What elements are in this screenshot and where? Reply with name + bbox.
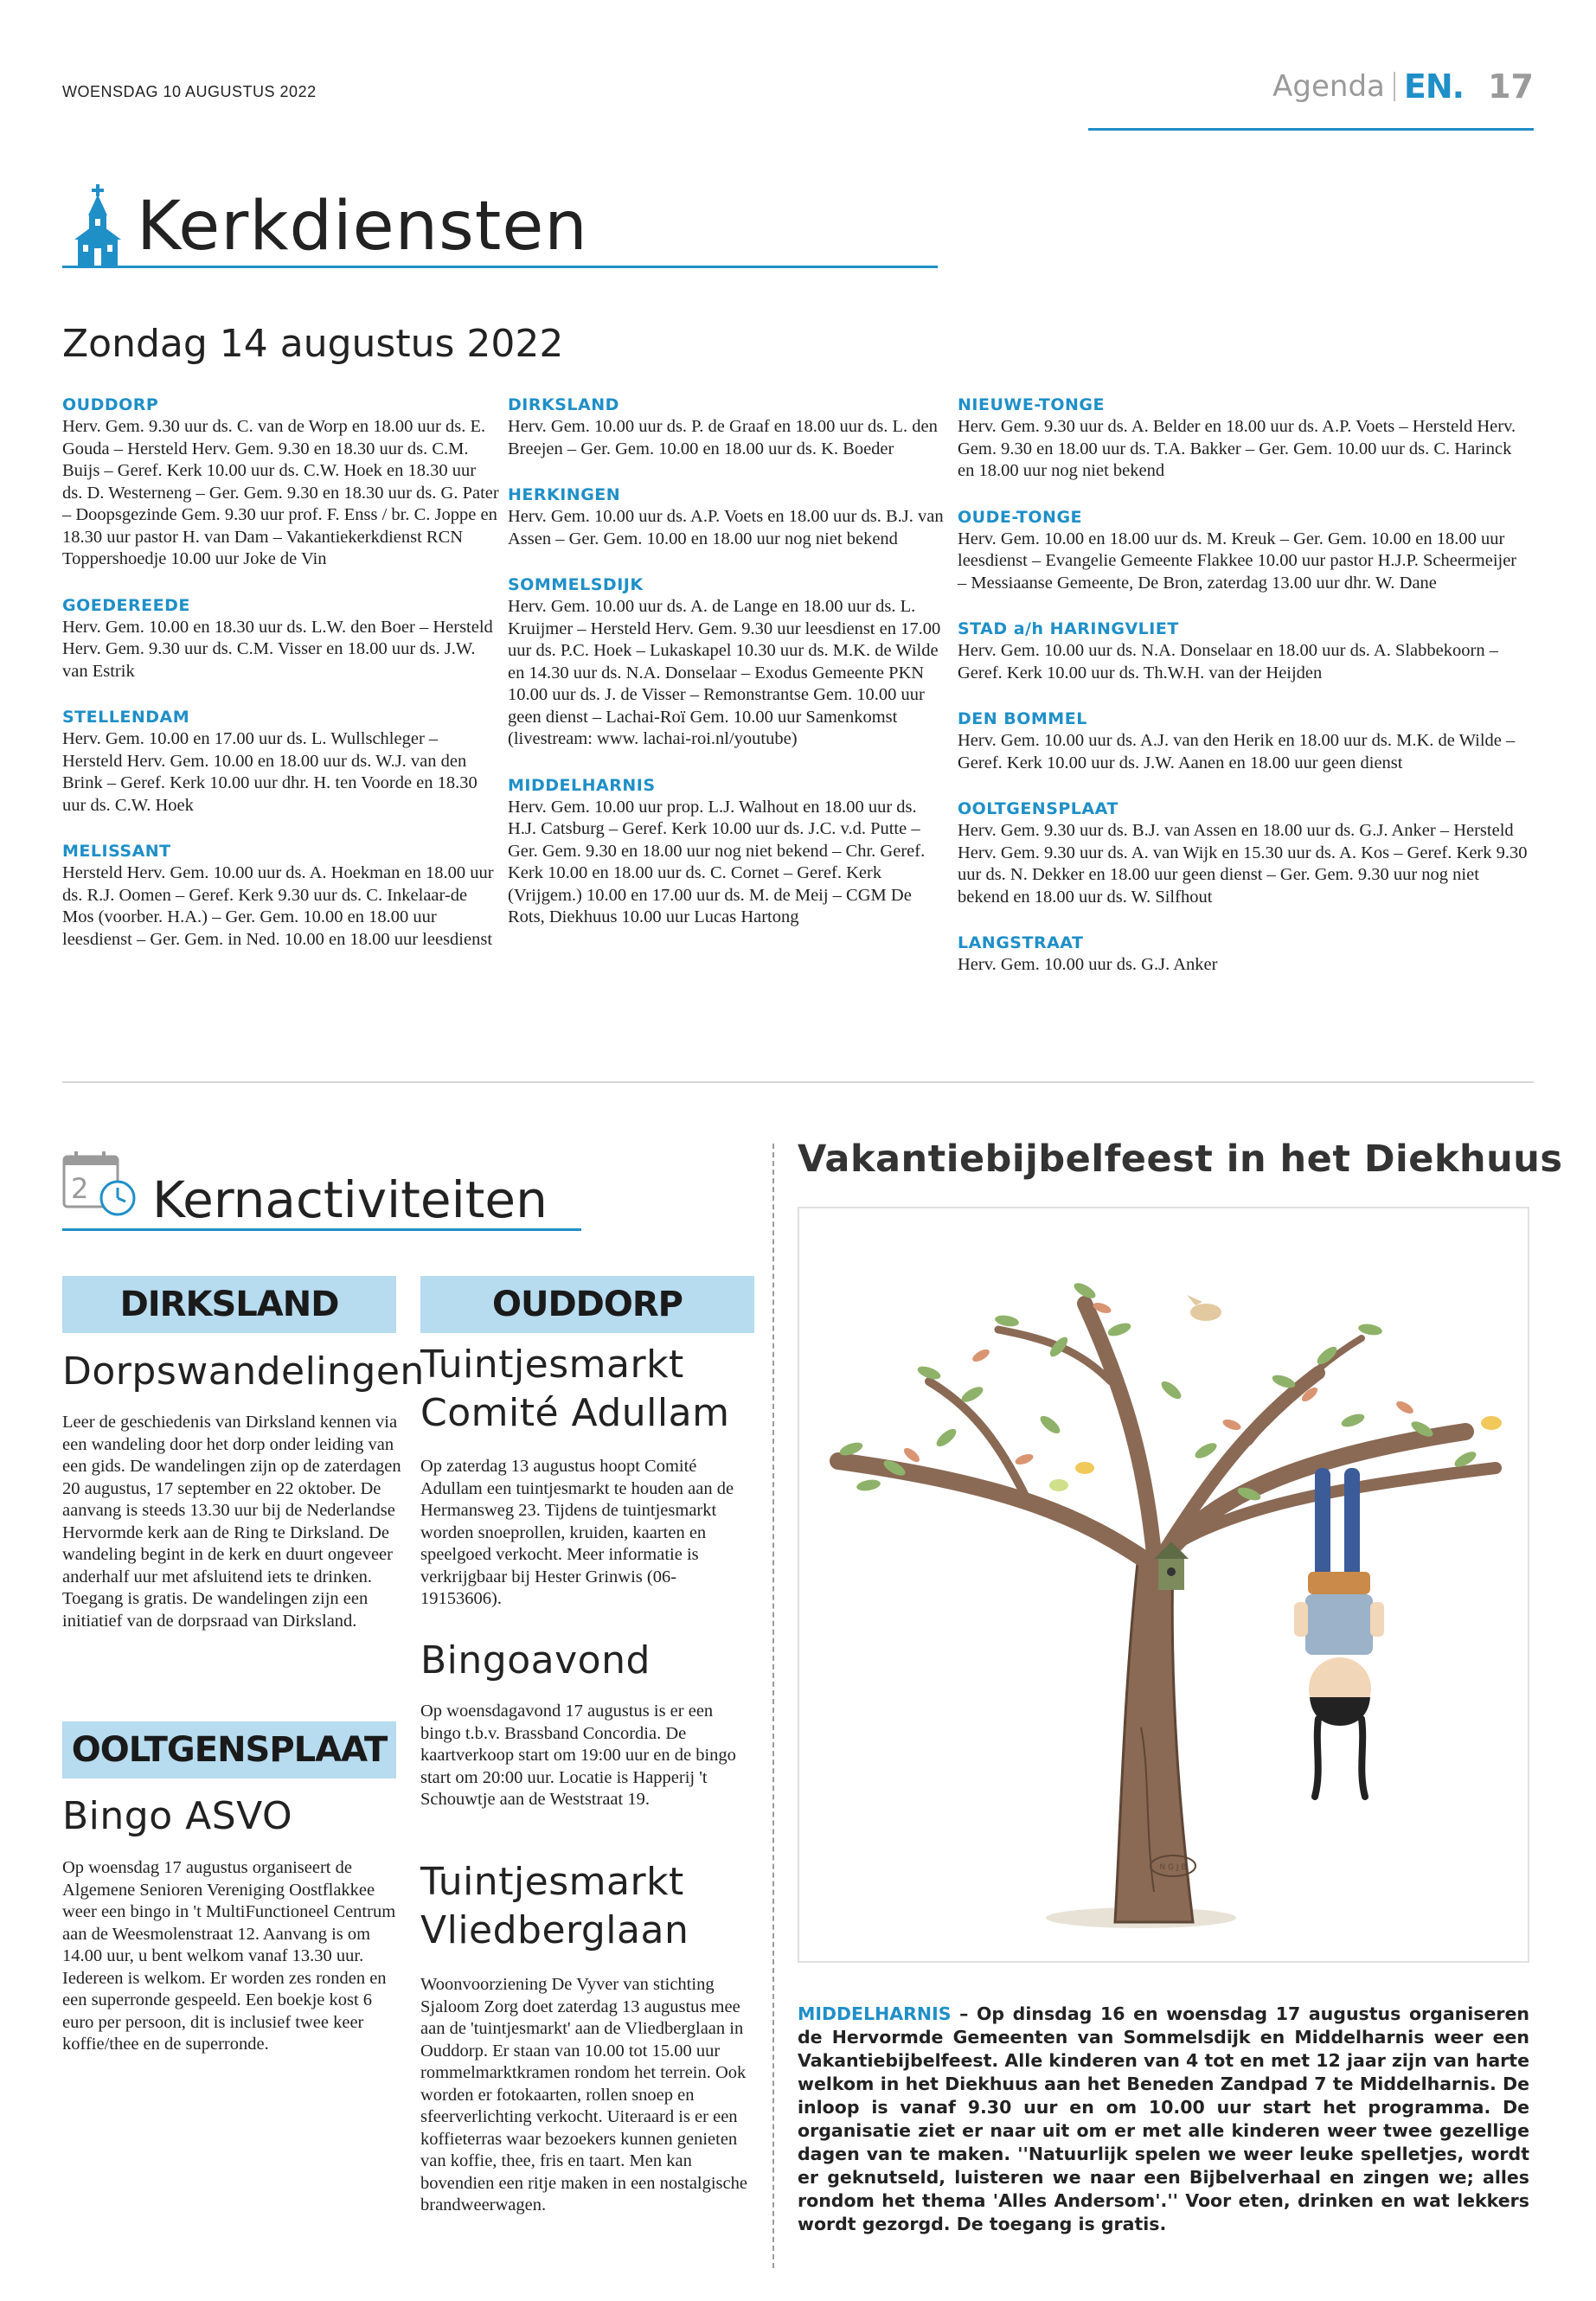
service-location: MELISSANT <box>62 842 171 861</box>
feature-article <box>798 2003 1529 2236</box>
section-name: Agenda <box>1272 69 1385 104</box>
activity-title: Bingoavond <box>420 1638 651 1682</box>
service-location: SOMMELSDIJK <box>508 575 644 594</box>
trunk-carving: N G J B <box>1159 1863 1187 1872</box>
service-location: NIEUWE-TONGE <box>958 395 1105 414</box>
service-details: Herv. Gem. 10.00 en 17.00 uur ds. L. Wullschleger – Hersteld Herv. Gem. 10.00 en 18.00 uur ds. W.J. van den Brink – Geref. Kerk 10.00 uur dhr. H. ten Voorde en 18.30 uur ds. C.W. Hoek <box>62 729 478 815</box>
service-entry <box>958 394 1529 483</box>
service-entry <box>62 707 499 817</box>
kerkdiensten-title: Kerkdiensten <box>137 188 588 266</box>
service-details: Herv. Gem. 10.00 en 18.00 uur ds. M. Kreuk – Ger. Gem. 10.00 en 18.00 uur leesdienst – Evangelie Gemeente Flakkee 10.00 uur pastor H.J.P. Scheermeijer – Messiaanse Gemeente, De Bron, zaterdag 13.00 uur dhr. W. Dane <box>958 529 1517 593</box>
services-column-2 <box>508 394 945 953</box>
service-details: Herv. Gem. 10.00 uur ds. A.J. van den Herik en 18.00 uur ds. M.K. de Wilde – Geref. Kerk 10.00 uur ds. J.W. Aanen en 18.00 uur geen dienst <box>958 731 1516 772</box>
services-column-3 <box>958 394 1529 1001</box>
kerkdiensten-heading <box>62 177 938 268</box>
service-details: Herv. Gem. 9.30 uur ds. B.J. van Assen en 18.00 uur ds. G.J. Anker – Hersteld Herv. Gem. 9.30 uur ds. A. van Wijk en 15.30 uur ds. A. Kos – Geref. Kerk 9.30 uur ds. N. Dekker en 18.00 uur geen dienst – Ger. Gem. 9.30 uur nog niet bekend en 18.00 uur ds. W. Silfhout <box>958 821 1528 907</box>
page-date: WOENSDAG 10 AUGUSTUS 2022 <box>62 83 317 100</box>
village-banner-ouddorp: OUDDORP <box>420 1276 754 1333</box>
service-entry <box>958 798 1529 908</box>
service-location: OUDE-TONGE <box>958 507 1083 527</box>
activity-title: Tuintjesmarkt Comité Adullam <box>420 1343 730 1435</box>
service-location: HERKINGEN <box>508 485 621 504</box>
activity-text: Leer de geschiedenis van Dirksland kennen via een wandeling door het dorp onder leiding van een gids. De wandelingen zijn op de zaterdagen 20 augustus, 17 september en 22 oktober. De aanvang is steeds 13.30 uur bij de Nederlandse Hervormde kerk aan de Ring te Dirksland. De wandeling begint in de kerk en duurt ongeveer anderhalf uur met afsluitend iets te drinken. Toegang is gratis. De wandelingen zijn een initiatief van de dorpsraad van Dirksland. <box>62 1413 401 1631</box>
service-details: Herv. Gem. 10.00 uur ds. N.A. Donselaar en 18.00 uur ds. A. Slabbekoorn – Geref. Kerk 10.00 uur ds. Th.W.H. van der Heijden <box>958 641 1498 683</box>
activity-text: Op zaterdag 13 augustus hoopt Comité Adullam een tuintjesmarkt te houden aan de Hermansweg 23. Tijdens de tuintjesmarkt worden snoeprollen, kruiden, kaarten en speelgoed verkocht. Meer informatie is verkrijgbaar bij Hester Grinwis (06-19153606). <box>420 1457 734 1608</box>
church-icon <box>71 184 125 267</box>
page-header-right <box>1272 67 1534 106</box>
activity-title: Bingo ASVO <box>62 1794 293 1838</box>
feature-illustration <box>798 1207 1529 1963</box>
section-divider <box>62 1081 1534 1083</box>
feature-title: Vakantiebijbelfeest in het Diekhuus <box>798 1138 1563 1181</box>
page-number: 17 <box>1488 67 1534 106</box>
service-entry <box>508 484 945 550</box>
service-details: Herv. Gem. 10.00 uur prop. L.J. Walhout en 18.00 uur ds. H.J. Catsburg – Geref. Kerk 10.00 uur ds. J.C. v.d. Putte – Ger. Gem. 9.30 en 18.00 uur nog niet bekend – Chr. Geref. Kerk 10.00 en 18.00 uur ds. C. Cornet – Geref. Kerk (Vrijgem.) 10.00 en 17.00 uur ds. M. de Meij – CGM De Rots, Diekhuus 10.00 uur Lucas Hartong <box>508 797 926 926</box>
service-entry <box>958 708 1529 774</box>
column-divider <box>772 1144 774 2268</box>
service-details: Herv. Gem. 9.30 uur ds. C. van de Worp en 18.00 uur ds. E. Gouda – Hersteld Herv. Gem. 9.30 en 18.30 uur ds. C.M. Buijs – Geref. Kerk 10.00 uur ds. C.W. Hoek en 18.30 uur ds. D. Westerneng – Ger. Gem. 9.30 en 18.30 uur ds. G. Pater – Doopsgezinde Gem. 9.30 uur prof. F. Enss / br. C. Joppe en 18.30 uur pastor H. van Dam – Vakantiekerkdienst RCN Toppershoedje 10.00 uur Joke de Vin <box>62 417 499 568</box>
service-location: OUDDORP <box>62 395 159 414</box>
service-entry <box>958 619 1529 684</box>
service-details: Herv. Gem. 10.00 uur ds. P. de Graaf en 18.00 uur ds. L. den Breejen – Ger. Gem. 10.00 en 18.00 uur ds. K. Boeder <box>508 417 938 458</box>
service-details: Herv. Gem. 10.00 uur ds. G.J. Anker <box>958 955 1218 974</box>
service-location: DIRKSLAND <box>508 395 619 414</box>
service-entry <box>508 394 945 460</box>
service-details: Herv. Gem. 10.00 en 18.30 uur ds. L.W. den Boer – Hersteld Herv. Gem. 9.30 uur ds. C.M. Visser en 18.00 uur ds. J.W. van Estrik <box>62 617 493 681</box>
activity-title: Tuintjesmarkt Vliedberglaan <box>420 1860 689 1952</box>
service-details: Herv. Gem. 9.30 uur ds. A. Belder en 18.00 uur ds. A.P. Voets – Hersteld Herv. Gem. 9.30 en 18.00 uur ds. T.A. Bakker – Ger. Gem. 10.00 uur ds. C. Harinck en 18.00 uur nog niet bekend <box>958 417 1516 480</box>
en-logo: EN. <box>1403 67 1465 106</box>
service-entry <box>62 841 499 951</box>
calendar-clock-icon <box>62 1150 137 1219</box>
service-date-heading: Zondag 14 augustus 2022 <box>62 322 564 366</box>
service-entry <box>62 394 499 571</box>
feature-location: MIDDELHARNIS <box>798 2003 952 2024</box>
village-banner-dirksland: DIRKSLAND <box>62 1276 396 1333</box>
kernactiviteiten-heading <box>62 1146 581 1231</box>
service-entry <box>508 574 945 751</box>
service-location: MIDDELHARNIS <box>508 775 656 795</box>
service-location: DEN BOMMEL <box>958 709 1087 728</box>
service-entry <box>62 595 499 683</box>
service-entry <box>958 507 1529 595</box>
activity-text: Op woensdag 17 augustus organiseert de Algemene Senioren Vereniging Oostflakkee weer een bingo in 't MultiFunctioneel Centrum aan de Weesmolenstraat 12. Aanvang is om 14.00 uur, u bent welkom vanaf 13.30 uur. Iedereen is welkom. Er worden zes ronden en een superronde gespeeld. Een boekje kost 6 euro per persoon, dit is inclusief twee keer koffie/thee en de superronde. <box>62 1858 396 2054</box>
activity-text: Op woensdagavond 17 augustus is er een bingo t.b.v. Brassband Concordia. De kaartverkoop start om 19:00 uur en de bingo start om 20:00 uur. Locatie is Happerij 't Schouwtje aan de Weststraat 19. <box>420 1702 736 1809</box>
village-banner-ooltgensplaat: OOLTGENSPLAAT <box>62 1721 396 1779</box>
service-location: GOEDEREEDE <box>62 595 190 615</box>
kernactiviteiten-title: Kernactiviteiten <box>152 1170 548 1229</box>
header-separator <box>1394 72 1395 101</box>
service-entry <box>508 775 945 929</box>
activity-title: Dorpswandelingen <box>62 1349 425 1394</box>
service-location: STAD a/h HARINGVLIET <box>958 619 1179 638</box>
header-rule <box>1088 128 1534 131</box>
service-location: LANGSTRAAT <box>958 933 1084 952</box>
calendar-number: 2 <box>71 1172 89 1205</box>
service-details: Herv. Gem. 10.00 uur ds. A. de Lange en 18.00 uur ds. L. Kruijmer – Hersteld Herv. Gem. 9.30 uur leesdienst en 17.00 uur ds. P.C. Hoek – Lukaskapel 10.30 uur ds. M.K. de Wilde en 14.30 uur ds. N.A. Donselaar – Exodus Gemeente PKN 10.00 uur ds. J. de Visser – Remonstrantse Gem. 10.00 uur geen dienst – Lachai-Roï Gem. 10.00 uur Samenkomst (livestream: www. lachai-roi.nl/youtube) <box>508 597 941 748</box>
service-location: STELLENDAM <box>62 708 190 727</box>
activity-text: Woonvoorziening De Vyver van stichting Sjaloom Zorg doet zaterdag 13 augustus mee aan de 'tuintjesmarkt' aan de Vliedberglaan in Ouddorp. Er staan van 10.00 tot 15.00 uur rommelmarktkramen rondom het terrein. Ook worden er fotokaarten, rollen snoep en sfeerverlichting verkocht. Uiteraard is er een koffieterras waar bezoekers kunnen genieten van koffie, thee, fris en taart. Men kan bovendien een ritje maken in een nostalgische brandweerwagen. <box>420 1975 747 2214</box>
service-details: Herv. Gem. 10.00 uur ds. A.P. Voets en 18.00 uur ds. B.J. van Assen – Ger. Gem. 10.00 en 18.00 uur nog niet bekend <box>508 507 944 548</box>
service-location: OOLTGENSPLAAT <box>958 799 1118 818</box>
service-details: Hersteld Herv. Gem. 10.00 uur ds. A. Hoekman en 18.00 uur ds. R.J. Oomen – Geref. Kerk 9.30 uur ds. C. Inkelaar-de Mos (voorber. H.A.) – Ger. Gem. 10.00 en 18.00 uur leesdienst – Ger. Gem. in Ned. 10.00 en 18.00 uur leesdienst <box>62 863 494 949</box>
service-entry <box>958 933 1529 977</box>
tree-child-illustration <box>799 1208 1528 1961</box>
feature-body: – Op dinsdag 16 en woensdag 17 augustus organiseren de Hervormde Gemeenten van Sommelsdijk en Middelharnis weer een Vakantiebijbelfeest. Alle kinderen van 4 tot en met 12 jaar zijn van harte welkom in het Diekhuus aan het Beneden Zandpad 7 te Middelharnis. De inloop is vanaf 9.30 uur en om 10.00 uur start het programma. De organisatie ziet er naar uit om er met alle kinderen weer twee gezellige dagen van te maken. ''Natuurlijk spelen we weer leuke spelletjes, wordt er geknutseld, luisteren we naar een Bijbelverhaal en zingen we; alles rondom het thema 'Alles Andersom'.'' Voor eten, drinken en wat lekkers wordt gezorgd. De toegang is gratis. <box>798 2003 1529 2234</box>
services-column-1 <box>62 394 499 975</box>
